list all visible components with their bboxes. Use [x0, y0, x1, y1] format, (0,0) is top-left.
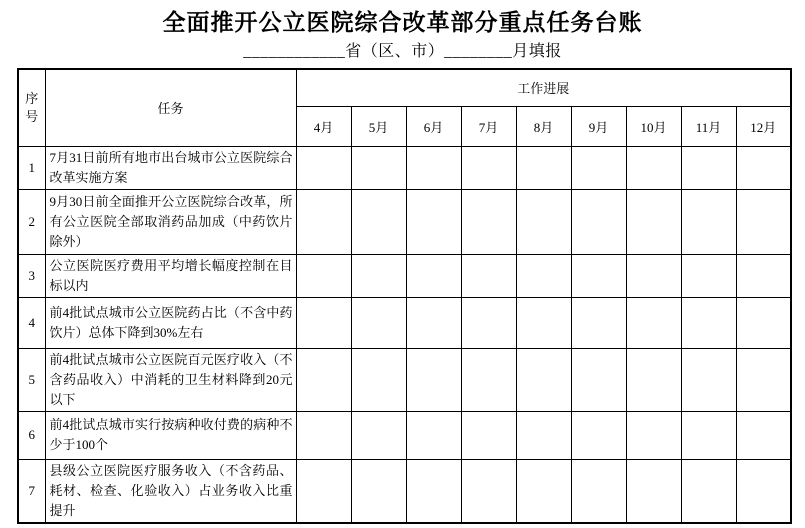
progress-cell[interactable]: [351, 459, 406, 523]
month-header: 12月: [736, 106, 791, 146]
progress-cell[interactable]: [681, 189, 736, 254]
month-blank[interactable]: ________: [444, 43, 513, 60]
progress-cell[interactable]: [681, 411, 736, 459]
progress-cell[interactable]: [736, 348, 791, 411]
province-label: 省（区、市）: [345, 43, 445, 60]
month-header: 11月: [681, 106, 736, 146]
progress-cell[interactable]: [296, 189, 351, 254]
task-cell: 7月31日前所有地市出台城市公立医院综合改革实施方案: [45, 146, 296, 189]
progress-cell[interactable]: [516, 189, 571, 254]
progress-cell[interactable]: [351, 146, 406, 189]
progress-cell[interactable]: [736, 297, 791, 348]
task-ledger-table: [17, 68, 792, 524]
progress-cell[interactable]: [681, 297, 736, 348]
province-blank[interactable]: ____________: [243, 43, 346, 60]
progress-cell[interactable]: [516, 459, 571, 523]
progress-cell[interactable]: [571, 254, 626, 297]
progress-cell[interactable]: [461, 348, 516, 411]
progress-cell[interactable]: [736, 459, 791, 523]
month-header: 10月: [626, 106, 681, 146]
task-cell: 县级公立医院医疗服务收入（不含药品、耗材、检查、化验收入）占业务收入比重提升: [45, 459, 296, 523]
progress-cell[interactable]: [626, 459, 681, 523]
month-header: 4月: [296, 106, 351, 146]
progress-cell[interactable]: [736, 411, 791, 459]
task-row: [18, 459, 791, 523]
progress-cell[interactable]: [626, 348, 681, 411]
row-number-cell: 7: [18, 459, 45, 523]
task-cell: 前4批试点城市公立医院百元医疗收入（不含药品收入）中消耗的卫生材料降到20元以下: [45, 348, 296, 411]
progress-cell[interactable]: [571, 459, 626, 523]
subtitle: [0, 42, 805, 62]
progress-cell[interactable]: [736, 254, 791, 297]
progress-cell[interactable]: [296, 297, 351, 348]
progress-cell[interactable]: [406, 297, 461, 348]
progress-cell[interactable]: [681, 459, 736, 523]
progress-cell[interactable]: [461, 146, 516, 189]
month-header: 5月: [351, 106, 406, 146]
progress-cell[interactable]: [681, 146, 736, 189]
month-header: 9月: [571, 106, 626, 146]
progress-cell[interactable]: [461, 297, 516, 348]
month-header: 7月: [461, 106, 516, 146]
task-row: [18, 189, 791, 254]
index-column-header: 序号: [18, 69, 45, 146]
progress-cell[interactable]: [296, 146, 351, 189]
month-header: 6月: [406, 106, 461, 146]
progress-group-header: 工作进展: [296, 69, 791, 106]
task-cell: 公立医院医疗费用平均增长幅度控制在目标以内: [45, 254, 296, 297]
task-row: [18, 254, 791, 297]
row-number-cell: 5: [18, 348, 45, 411]
progress-cell[interactable]: [626, 411, 681, 459]
task-row: [18, 411, 791, 459]
progress-cell[interactable]: [461, 411, 516, 459]
row-number-cell: 3: [18, 254, 45, 297]
month-header: 8月: [516, 106, 571, 146]
row-number-cell: 1: [18, 146, 45, 189]
task-column-header: 任务: [45, 69, 296, 146]
task-row: [18, 348, 791, 411]
progress-cell[interactable]: [406, 146, 461, 189]
progress-cell[interactable]: [571, 146, 626, 189]
progress-cell[interactable]: [351, 411, 406, 459]
progress-cell[interactable]: [571, 348, 626, 411]
page-title: 全面推开公立医院综合改革部分重点任务台账: [162, 10, 643, 35]
progress-cell[interactable]: [516, 411, 571, 459]
progress-cell[interactable]: [571, 411, 626, 459]
progress-cell[interactable]: [351, 297, 406, 348]
progress-cell[interactable]: [461, 189, 516, 254]
progress-cell[interactable]: [736, 146, 791, 189]
report-label: 月填报: [512, 43, 562, 60]
progress-cell[interactable]: [516, 254, 571, 297]
progress-cell[interactable]: [296, 459, 351, 523]
progress-cell[interactable]: [626, 297, 681, 348]
task-cell: 前4批试点城市公立医院药占比（不含中药饮片）总体下降到30%左右: [45, 297, 296, 348]
progress-cell[interactable]: [296, 348, 351, 411]
progress-cell[interactable]: [351, 348, 406, 411]
progress-cell[interactable]: [516, 146, 571, 189]
progress-cell[interactable]: [296, 411, 351, 459]
task-row: [18, 146, 791, 189]
row-number-cell: 6: [18, 411, 45, 459]
progress-cell[interactable]: [681, 254, 736, 297]
progress-cell[interactable]: [351, 189, 406, 254]
progress-cell[interactable]: [516, 297, 571, 348]
progress-cell[interactable]: [571, 189, 626, 254]
task-row: [18, 297, 791, 348]
progress-cell[interactable]: [406, 411, 461, 459]
progress-cell[interactable]: [626, 254, 681, 297]
table-body: [18, 146, 791, 523]
row-number-cell: 2: [18, 189, 45, 254]
progress-cell[interactable]: [516, 348, 571, 411]
progress-cell[interactable]: [461, 254, 516, 297]
progress-cell[interactable]: [406, 189, 461, 254]
progress-cell[interactable]: [736, 189, 791, 254]
progress-cell[interactable]: [406, 459, 461, 523]
progress-cell[interactable]: [461, 459, 516, 523]
progress-cell[interactable]: [351, 254, 406, 297]
progress-cell[interactable]: [681, 348, 736, 411]
progress-cell[interactable]: [296, 254, 351, 297]
row-number-cell: 4: [18, 297, 45, 348]
progress-cell[interactable]: [626, 189, 681, 254]
progress-cell[interactable]: [406, 254, 461, 297]
task-cell: 前4批试点城市实行按病种收付费的病种不少于100个: [45, 411, 296, 459]
task-cell: 9月30日前全面推开公立医院综合改革，所有公立医院全部取消药品加成（中药饮片除外）: [45, 189, 296, 254]
progress-cell[interactable]: [626, 146, 681, 189]
progress-cell[interactable]: [406, 348, 461, 411]
progress-cell[interactable]: [571, 297, 626, 348]
